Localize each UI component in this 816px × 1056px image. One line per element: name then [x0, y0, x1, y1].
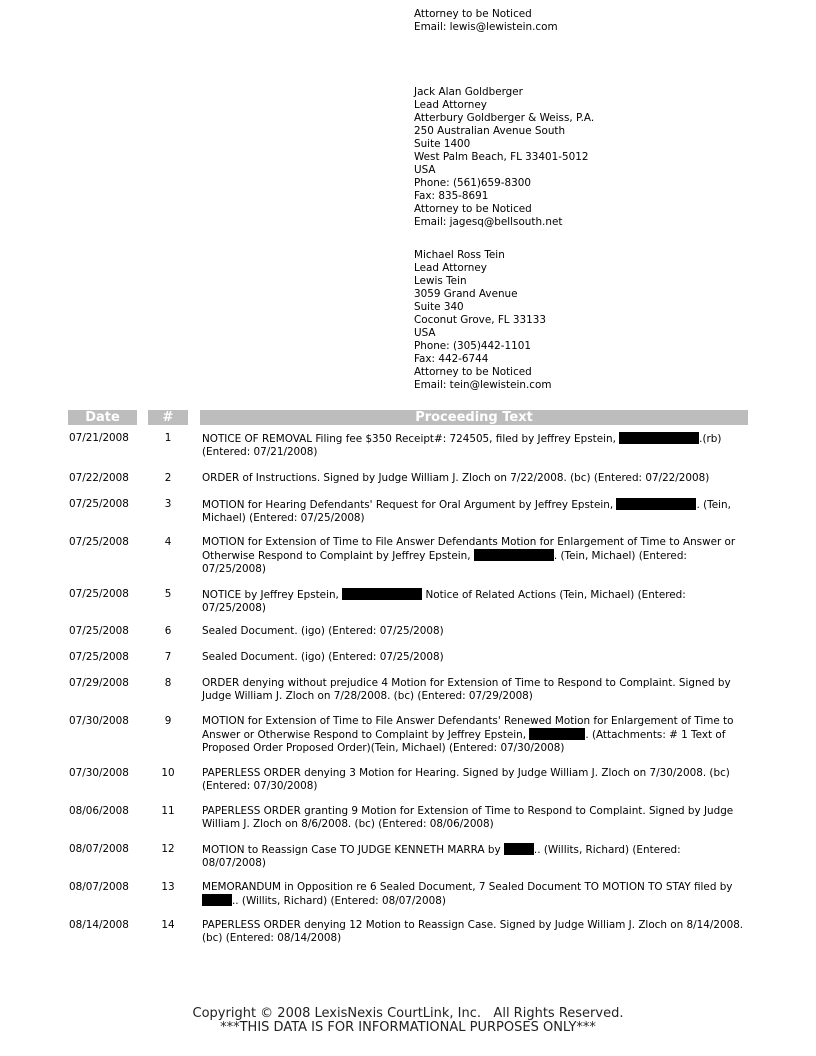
text-part: MOTION to Reassign Case TO JUDGE KENNETH MARRA by — [202, 844, 504, 856]
attorney-line: Email: jagesq@bellsouth.net — [414, 216, 563, 228]
disclaimer: ***THIS DATA IS FOR INFORMATIONAL PURPOSES ONLY*** — [220, 1020, 596, 1035]
attorney-line: USA — [414, 164, 436, 176]
attorney-line: Email: tein@lewistein.com — [414, 379, 552, 391]
text-part: . (Tein, Michael) (Entered: 07/25/2008) — [202, 499, 731, 524]
text-part: ORDER denying without prejudice 4 Motion for Extension of Time to Respond to Complaint. Signed by Judge William J. Zloch on 7/28/2008. (bc) (Entered: 07/29/2008) — [202, 677, 731, 702]
redaction-box — [619, 432, 699, 444]
row-proceeding-text — [202, 715, 747, 755]
text-part: PAPERLESS ORDER denying 12 Motion to Reassign Case. Signed by Judge William J. Zloch on 8/14/2008. (bc) (Entered: 08/14/2008) — [202, 919, 744, 944]
attorney-line: Lead Attorney — [414, 262, 487, 274]
footer — [0, 1007, 816, 1035]
redaction-box — [529, 728, 585, 740]
attorney-line: Phone: (561)659-8300 — [414, 177, 531, 189]
redaction-box — [342, 588, 422, 600]
text-part: .. (Willits, Richard) (Entered: 08/07/2008) — [232, 895, 446, 907]
text-part: Sealed Document. (igo) (Entered: 07/25/2008) — [202, 625, 444, 637]
attorney-line: Email: lewis@lewistein.com — [414, 21, 558, 33]
row-proceeding-text — [202, 881, 747, 908]
row-date: 07/21/2008 — [69, 432, 129, 444]
header-proceeding-text: Proceeding Text — [200, 410, 748, 425]
text-part: PAPERLESS ORDER denying 3 Motion for Hearing. Signed by Judge William J. Zloch on 7/30/2008. (bc) (Entered: 07/30/2008) — [202, 767, 730, 792]
text-part: MOTION for Hearing Defendants' Request for Oral Argument by Jeffrey Epstein, — [202, 499, 617, 511]
attorney-line: 250 Australian Avenue South — [414, 125, 566, 137]
row-number: 10 — [161, 767, 175, 779]
attorney-line: Fax: 442-6744 — [414, 353, 489, 365]
row-date: 07/25/2008 — [69, 536, 129, 548]
row-number: 7 — [164, 651, 172, 663]
attorney-line: Coconut Grove, FL 33133 — [414, 314, 546, 326]
row-number: 5 — [164, 588, 172, 600]
attorney-line: Suite 1400 — [414, 138, 471, 150]
row-number: 9 — [164, 715, 172, 727]
row-number: 12 — [161, 843, 175, 855]
row-date: 07/30/2008 — [69, 767, 129, 779]
text-part: Sealed Document. (igo) (Entered: 07/25/2008) — [202, 651, 444, 663]
redaction-box — [504, 843, 534, 855]
row-proceeding-text — [202, 677, 747, 703]
row-proceeding-text — [202, 536, 747, 576]
header-date: Date — [68, 410, 137, 425]
attorney-block — [414, 249, 551, 392]
header-number: # — [148, 410, 188, 425]
row-proceeding-text — [202, 767, 747, 793]
attorney-line: Suite 340 — [414, 301, 464, 313]
row-date: 08/07/2008 — [69, 881, 129, 893]
row-number: 14 — [161, 919, 175, 931]
row-number: 13 — [161, 881, 175, 893]
text-part: MOTION for Extension of Time to File Answer Defendants' Renewed Motion for Enlargement of Time to Answer or Otherwise Respond to Complaint by Jeffrey Epstein, — [202, 715, 734, 741]
row-proceeding-text — [202, 432, 747, 459]
row-date: 07/25/2008 — [69, 625, 129, 637]
attorney-block — [414, 8, 558, 34]
attorney-line: Fax: 835-8691 — [414, 190, 489, 202]
text-part: ORDER of Instructions. Signed by Judge William J. Zloch on 7/22/2008. (bc) (Entered: 07/22/2008) — [202, 472, 710, 484]
copyright: Copyright © 2008 LexisNexis CourtLink, Inc. All Rights Reserved. — [192, 1006, 624, 1021]
text-part: PAPERLESS ORDER granting 9 Motion for Extension of Time to Respond to Complaint. Signed by Judge William J. Zloch on 8/6/2008. (bc) (Entered: 08/06/2008) — [202, 805, 734, 830]
attorney-line: Attorney to be Noticed — [414, 203, 532, 215]
row-date: 07/25/2008 — [69, 651, 129, 663]
row-date: 07/30/2008 — [69, 715, 129, 727]
attorney-line: Phone: (305)442-1101 — [414, 340, 531, 352]
text-part: Notice of Related Actions (Tein, Michael) (Entered: 07/25/2008) — [202, 589, 686, 614]
attorney-line: 3059 Grand Avenue — [414, 288, 518, 300]
attorney-line: Atterbury Goldberger & Weiss, P.A. — [414, 112, 595, 124]
attorney-line: Attorney to be Noticed — [414, 366, 532, 378]
row-number: 8 — [164, 677, 172, 689]
text-part: . (Attachments: # 1 Text of Proposed Order Proposed Order)(Tein, Michael) (Entered: 07/30/2008) — [202, 729, 726, 754]
row-proceeding-text — [202, 843, 747, 870]
attorney-block — [414, 86, 594, 229]
text-part: NOTICE by Jeffrey Epstein, — [202, 589, 343, 601]
attorney-line: Lead Attorney — [414, 99, 487, 111]
row-number: 6 — [164, 625, 172, 637]
redaction-box — [616, 498, 696, 510]
row-proceeding-text — [202, 919, 747, 945]
row-proceeding-text — [202, 805, 747, 831]
row-date: 07/22/2008 — [69, 472, 129, 484]
row-date: 08/06/2008 — [69, 805, 129, 817]
attorney-line: Jack Alan Goldberger — [414, 86, 523, 98]
text-part: .(rb) (Entered: 07/21/2008) — [202, 433, 722, 458]
redaction-box — [474, 549, 554, 561]
text-part: MOTION for Extension of Time to File Answer Defendants Motion for Enlargement of Time to Answer or Otherwise Respond to Complaint by Jeffrey Epstein, — [202, 536, 736, 562]
row-proceeding-text — [202, 625, 747, 638]
row-date: 07/29/2008 — [69, 677, 129, 689]
attorney-line: Lewis Tein — [414, 275, 467, 287]
row-date: 07/25/2008 — [69, 498, 129, 510]
row-number: 4 — [164, 536, 172, 548]
row-number: 3 — [164, 498, 172, 510]
redaction-box — [202, 894, 232, 906]
row-date: 08/14/2008 — [69, 919, 129, 931]
attorney-line: USA — [414, 327, 436, 339]
row-number: 11 — [161, 805, 175, 817]
row-proceeding-text — [202, 472, 747, 485]
row-proceeding-text — [202, 651, 747, 664]
attorney-line: West Palm Beach, FL 33401-5012 — [414, 151, 589, 163]
row-date: 07/25/2008 — [69, 588, 129, 600]
row-number: 2 — [164, 472, 172, 484]
text-part: NOTICE OF REMOVAL Filing fee $350 Receipt#: 724505, filed by Jeffrey Epstein, — [202, 433, 620, 445]
row-proceeding-text — [202, 498, 747, 525]
row-number: 1 — [164, 432, 172, 444]
attorney-line: Michael Ross Tein — [414, 249, 505, 261]
row-date: 08/07/2008 — [69, 843, 129, 855]
row-proceeding-text — [202, 588, 747, 615]
text-part: MEMORANDUM in Opposition re 6 Sealed Document, 7 Sealed Document TO MOTION TO STAY filed by — [202, 881, 733, 893]
text-part: . (Tein, Michael) (Entered: 07/25/2008) — [202, 550, 687, 575]
attorney-line: Attorney to be Noticed — [414, 8, 532, 20]
text-part: .. (Willits, Richard) (Entered: 08/07/2008) — [202, 844, 681, 869]
